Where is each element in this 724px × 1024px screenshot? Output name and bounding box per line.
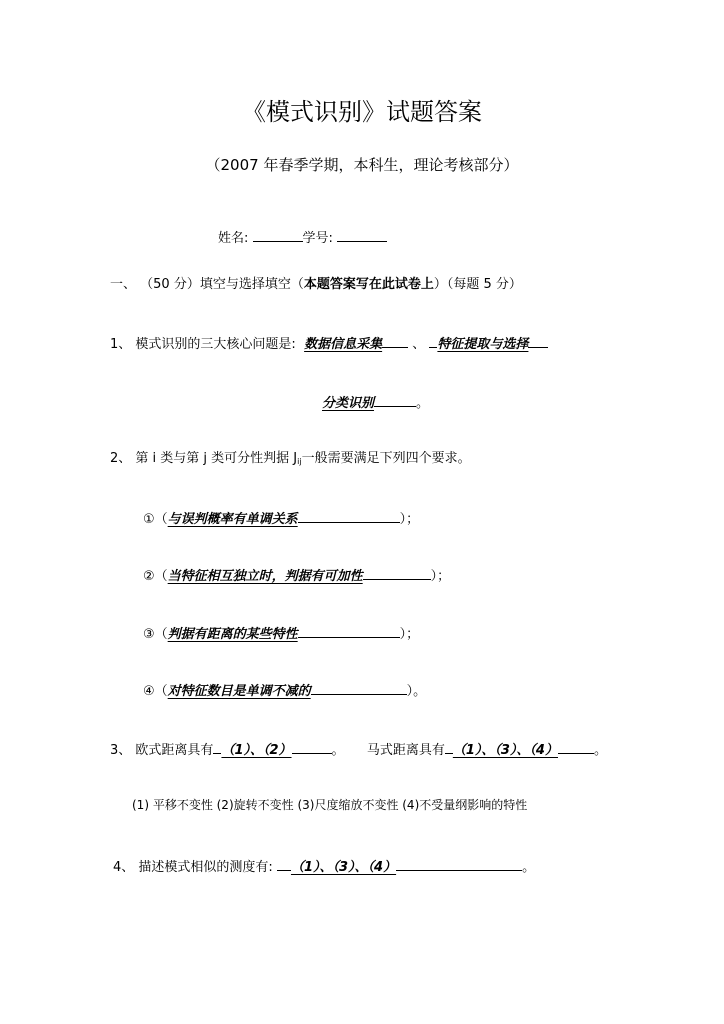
- section-suffix: ）（每题 5 分）: [433, 277, 522, 292]
- question-3-options: (1) 平移不变性 (2)旋转不变性 (3)尺度缩放不变性 (4)不受量纲影响的特性: [132, 798, 528, 812]
- requirement-item: [143, 625, 419, 641]
- item-answer: 当特征相互独立时，判据有可加性: [167, 569, 363, 584]
- question-1-continued: [322, 394, 429, 410]
- item-marker: ②（: [143, 569, 168, 584]
- period: 。: [522, 860, 536, 875]
- question-text: 模式识别的三大核心问题是:: [135, 337, 296, 352]
- item-marker: ①（: [143, 512, 168, 527]
- item-marker: ④（: [143, 684, 168, 699]
- item-answer: 与误判概率有单调关系: [167, 512, 298, 527]
- item-end: ）；: [399, 512, 420, 527]
- answer-1: 数据信息采集: [304, 337, 383, 352]
- name-field[interactable]: [253, 229, 303, 242]
- question-text: 描述模式相似的测度有:: [138, 860, 273, 875]
- section-number: 一、: [110, 277, 137, 292]
- question-3: [110, 741, 607, 757]
- page-subtitle: （2007 年春季学期，本科生，理论考核部分）: [205, 156, 519, 174]
- item-answer: 对特征数目是单调不减的: [167, 684, 311, 699]
- period: 。: [331, 743, 345, 758]
- page-title: 《模式识别》试题答案: [242, 98, 482, 126]
- item-answer: 判据有距离的某些特性: [167, 627, 298, 642]
- answer-mahalanobis: （1）、（3）、（4）: [452, 743, 558, 758]
- subscript: ij: [297, 457, 302, 466]
- student-id-label: 学号:: [302, 231, 333, 246]
- question-number: 3、: [110, 743, 132, 758]
- question-4: [113, 858, 535, 874]
- item-marker: ③（: [143, 627, 168, 642]
- student-id-field[interactable]: [337, 229, 387, 242]
- period: 。: [416, 396, 430, 411]
- answer-3: 分类识别: [322, 396, 375, 411]
- question-number: 2、: [110, 451, 132, 466]
- section-1-header: [110, 278, 522, 291]
- question-text-2: 马式距离具有: [366, 743, 445, 758]
- answer-measures: （1）、（3）、（4）: [290, 860, 397, 875]
- question-2: [110, 452, 471, 466]
- name-label: 姓名:: [218, 231, 249, 246]
- question-text-1: 欧式距离具有: [135, 743, 214, 758]
- answer-2: 特征提取与选择: [437, 337, 529, 352]
- answer-euclidean: （1）、（2）: [221, 743, 292, 758]
- question-text-b: 一般需要满足下列四个要求。: [301, 451, 471, 466]
- question-text-a: 第 i 类与第 j 类可分性判据 J: [135, 451, 298, 466]
- question-1: [110, 335, 548, 351]
- requirement-item: [143, 567, 450, 583]
- question-number: 1、: [110, 337, 132, 352]
- period: 。: [593, 743, 607, 758]
- question-number: 4、: [113, 860, 135, 875]
- requirement-item: [143, 682, 426, 698]
- separator: 、: [412, 337, 426, 352]
- requirement-item: [143, 510, 419, 526]
- item-end: ）。: [406, 684, 427, 699]
- section-note: 本题答案写在此试卷上: [303, 277, 434, 292]
- student-info-row: [218, 229, 387, 245]
- section-points: （50 分）填空与选择填空（: [140, 277, 304, 292]
- item-end: ）；: [430, 569, 451, 584]
- item-end: ）；: [399, 627, 420, 642]
